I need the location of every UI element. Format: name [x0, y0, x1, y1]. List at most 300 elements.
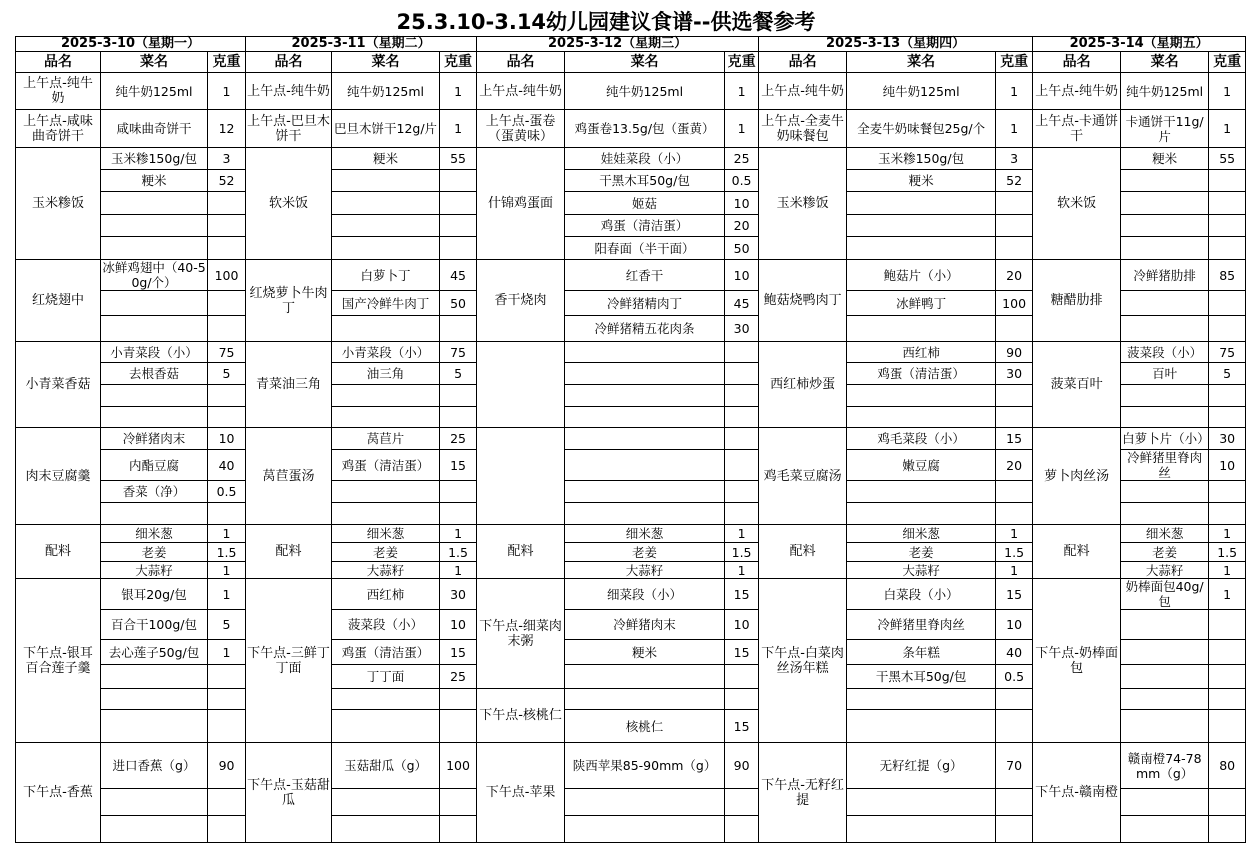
- dish-name: 红烧萝卜牛肉丁: [246, 260, 332, 342]
- gram-column-header: 克重: [996, 52, 1033, 73]
- empty-cell: [1121, 503, 1209, 525]
- empty-cell: [996, 503, 1033, 525]
- gram-value: 20: [996, 450, 1033, 481]
- gram-value: 20: [725, 215, 759, 237]
- gram-value: 1.5: [725, 543, 759, 562]
- empty-cell: [101, 237, 208, 260]
- empty-cell: [1209, 816, 1246, 843]
- ingredient-name: 阳春面（半干面）: [565, 237, 725, 260]
- table-row: [16, 428, 1246, 450]
- ingredient-name: 西红柿: [847, 342, 996, 363]
- item-column-header: 菜名: [565, 52, 725, 73]
- empty-cell: [208, 503, 246, 525]
- gram-column-header: 克重: [440, 52, 477, 73]
- empty-cell: [996, 789, 1033, 816]
- empty-cell: [208, 689, 246, 710]
- empty-cell: [996, 237, 1033, 260]
- empty-cell: [847, 503, 996, 525]
- empty-cell: [101, 316, 208, 342]
- ingredient-name: 冷鲜猪里脊肉丝: [1121, 450, 1209, 481]
- ingredient-name: 小青菜段（小）: [101, 342, 208, 363]
- gram-value: 1: [996, 562, 1033, 579]
- ingredient-name: 嫩豆腐: [847, 450, 996, 481]
- empty-cell: [101, 710, 208, 743]
- ingredient-name: 香菜（净）: [101, 481, 208, 503]
- dish-name: 下午点-银耳百合莲子羹: [16, 579, 101, 743]
- empty-cell: [332, 481, 440, 503]
- ingredient-name: 大蒜籽: [565, 562, 725, 579]
- dish-name: 下午点-香蕉: [16, 743, 101, 843]
- empty-cell: [332, 710, 440, 743]
- gram-value: 1: [440, 525, 477, 543]
- empty-cell: [847, 789, 996, 816]
- empty-cell: [332, 789, 440, 816]
- empty-cell: [847, 237, 996, 260]
- dish-name: 上午点-全麦牛奶味餐包: [759, 110, 847, 148]
- empty-cell: [208, 215, 246, 237]
- column-header-row: [16, 52, 1246, 73]
- item-column-header: 菜名: [1121, 52, 1209, 73]
- empty-cell: [565, 503, 725, 525]
- empty-cell: [440, 170, 477, 192]
- ingredient-name: 冰鲜鸡翅中（40-50g/个）: [102, 260, 206, 290]
- ingredient-name: 白萝卜片（小）: [1121, 428, 1209, 450]
- ingredient-name: 细米葱: [101, 525, 208, 543]
- ingredient-name: 玉菇甜瓜（g）: [332, 743, 440, 789]
- empty-cell: [1121, 789, 1209, 816]
- ingredient-name: 粳米: [565, 640, 725, 665]
- empty-cell: [332, 215, 440, 237]
- empty-cell: [847, 215, 996, 237]
- ingredient-name: 纯牛奶125ml: [332, 73, 440, 110]
- table-row: [16, 110, 1246, 148]
- gram-value: 100: [440, 743, 477, 789]
- dish-name: 下午点-白菜肉丝汤年糕: [759, 579, 847, 743]
- empty-dish-cell: [477, 428, 565, 525]
- ingredient-name: 丁丁面: [332, 665, 440, 689]
- day-date-header: 2025-3-12（星期三）: [477, 37, 759, 52]
- dish-name: 菠菜百叶: [1033, 342, 1121, 428]
- empty-dish-cell: [477, 342, 565, 428]
- empty-cell: [847, 481, 996, 503]
- ingredient-name: 赣南橙74-78mm（g）: [1121, 743, 1209, 789]
- ingredient-name: 菠菜段（小）: [1121, 342, 1209, 363]
- ingredient-name: 西红柿: [332, 579, 440, 610]
- gram-value: 30: [440, 579, 477, 610]
- ingredient-name: 大蒜籽: [847, 562, 996, 579]
- item-column-header: 菜名: [847, 52, 996, 73]
- gram-value: 50: [725, 237, 759, 260]
- empty-cell: [440, 789, 477, 816]
- empty-cell: [996, 385, 1033, 407]
- gram-value: 52: [996, 170, 1033, 192]
- empty-cell: [725, 363, 759, 385]
- empty-cell: [1209, 291, 1246, 316]
- ingredient-name: 巴旦木饼干12g/片: [332, 110, 440, 148]
- dish-name: 下午点-核桃仁: [477, 689, 565, 743]
- empty-cell: [725, 665, 759, 689]
- gram-value: 10: [996, 610, 1033, 640]
- ingredient-name: 去心莲子50g/包: [101, 640, 208, 665]
- gram-value: 70: [996, 743, 1033, 789]
- empty-cell: [1121, 237, 1209, 260]
- empty-cell: [440, 710, 477, 743]
- empty-cell: [208, 237, 246, 260]
- gram-value: 1: [725, 73, 759, 110]
- gram-value: 1: [440, 110, 477, 148]
- empty-cell: [847, 192, 996, 215]
- ingredient-name: 纯牛奶125ml: [565, 73, 725, 110]
- ingredient-name: 老姜: [847, 543, 996, 562]
- ingredient-name: 玉米糁150g/包: [101, 148, 208, 170]
- empty-cell: [101, 689, 208, 710]
- table-row: [16, 73, 1246, 110]
- ingredient-name: 鸡蛋（清洁蛋）: [847, 363, 996, 385]
- ingredient-name: 条年糕: [847, 640, 996, 665]
- ingredient-name: 咸味曲奇饼干: [101, 110, 208, 148]
- ingredient-name: 去根香菇: [101, 363, 208, 385]
- empty-cell: [1209, 192, 1246, 215]
- ingredient-name: 老姜: [332, 543, 440, 562]
- ingredient-name: 小青菜段（小）: [332, 342, 440, 363]
- empty-cell: [208, 789, 246, 816]
- gram-value: 10: [208, 428, 246, 450]
- ingredient-name: 纯牛奶125ml: [101, 73, 208, 110]
- item-column-header: 菜名: [101, 52, 208, 73]
- ingredient-name: 无籽红提（g）: [847, 743, 996, 789]
- ingredient-name: 大蒜籽: [101, 562, 208, 579]
- ingredient-name: 陕西苹果85-90mm（g）: [565, 743, 725, 789]
- gram-value: 30: [1209, 428, 1246, 450]
- gram-value: 45: [725, 291, 759, 316]
- empty-cell: [565, 363, 725, 385]
- gram-value: 3: [996, 148, 1033, 170]
- gram-value: 1: [1209, 579, 1246, 610]
- empty-cell: [1121, 291, 1209, 316]
- empty-cell: [440, 816, 477, 843]
- gram-value: 40: [996, 640, 1033, 665]
- ingredient-name: 菠菜段（小）: [332, 610, 440, 640]
- ingredient-name: 鸡毛菜段（小）: [847, 428, 996, 450]
- dish-name: 上午点-纯牛奶: [16, 73, 101, 110]
- empty-cell: [1121, 610, 1209, 640]
- gram-value: 10: [440, 610, 477, 640]
- gram-value: 55: [440, 148, 477, 170]
- gram-value: 15: [440, 640, 477, 665]
- dish-name: 小青菜香菇: [16, 342, 101, 428]
- gram-value: 100: [208, 260, 246, 291]
- empty-cell: [725, 342, 759, 363]
- empty-cell: [332, 689, 440, 710]
- empty-cell: [847, 316, 996, 342]
- table-row: [16, 260, 1246, 291]
- gram-value: 25: [440, 665, 477, 689]
- dish-name: 肉末豆腐羹: [16, 428, 101, 525]
- ingredient-name: 姬菇: [565, 192, 725, 215]
- empty-cell: [440, 689, 477, 710]
- empty-cell: [725, 481, 759, 503]
- ingredient-name: 老姜: [101, 543, 208, 562]
- empty-cell: [1121, 481, 1209, 503]
- empty-cell: [208, 316, 246, 342]
- gram-value: 15: [996, 579, 1033, 610]
- empty-cell: [208, 291, 246, 316]
- dish-name: 配料: [759, 525, 847, 579]
- empty-cell: [208, 816, 246, 843]
- gram-value: 1: [1209, 562, 1246, 579]
- gram-value: 85: [1209, 260, 1246, 291]
- empty-cell: [1209, 689, 1246, 710]
- gram-value: 30: [725, 316, 759, 342]
- ingredient-name: 冷鲜猪肉末: [101, 428, 208, 450]
- gram-value: 1.5: [440, 543, 477, 562]
- empty-cell: [1209, 710, 1246, 743]
- empty-cell: [565, 481, 725, 503]
- empty-cell: [101, 192, 208, 215]
- empty-cell: [101, 291, 208, 316]
- empty-cell: [1121, 689, 1209, 710]
- gram-value: 1: [1209, 73, 1246, 110]
- dish-name: 下午点-细菜肉末粥: [477, 579, 565, 689]
- dish-name: 配料: [1033, 525, 1121, 579]
- day-date-header: 2025-3-13（星期四）: [759, 37, 1033, 52]
- empty-cell: [332, 170, 440, 192]
- dish-name: 玉米糁饭: [16, 148, 101, 260]
- gram-value: 1.5: [208, 543, 246, 562]
- ingredient-name: 粳米: [101, 170, 208, 192]
- item-column-header: 菜名: [332, 52, 440, 73]
- empty-cell: [440, 237, 477, 260]
- empty-cell: [996, 816, 1033, 843]
- empty-cell: [440, 407, 477, 428]
- empty-cell: [725, 450, 759, 481]
- gram-value: 5: [440, 363, 477, 385]
- empty-cell: [1209, 316, 1246, 342]
- gram-value: 75: [440, 342, 477, 363]
- gram-value: 1: [725, 110, 759, 148]
- dish-column-header: 品名: [1033, 52, 1121, 73]
- ingredient-name: 红香干: [565, 260, 725, 291]
- ingredient-name: 鸡蛋卷13.5g/包（蛋黄）: [565, 110, 725, 148]
- empty-cell: [565, 689, 725, 710]
- page-title: 25.3.10-3.14幼儿园建议食谱--供选餐参考: [396, 10, 816, 34]
- gram-value: 1: [725, 562, 759, 579]
- dish-name: 西红柿炒蛋: [759, 342, 847, 428]
- table-row: [16, 579, 1246, 610]
- dish-name: 上午点-蛋卷（蛋黄味）: [477, 110, 565, 148]
- dish-column-header: 品名: [246, 52, 332, 73]
- gram-value: 90: [208, 743, 246, 789]
- dish-name: 下午点-玉菇甜瓜: [246, 743, 332, 843]
- empty-cell: [101, 503, 208, 525]
- dish-name: 玉米糁饭: [759, 148, 847, 260]
- empty-cell: [208, 710, 246, 743]
- gram-column-header: 克重: [208, 52, 246, 73]
- gram-value: 90: [996, 342, 1033, 363]
- empty-cell: [996, 689, 1033, 710]
- ingredient-name: 大蒜籽: [332, 562, 440, 579]
- date-header-row: [16, 37, 1246, 52]
- gram-value: 10: [1209, 450, 1246, 481]
- dish-name: 莴苣蛋汤: [246, 428, 332, 525]
- ingredient-name: 全麦牛奶味餐包25g/个: [847, 110, 996, 148]
- empty-cell: [1121, 192, 1209, 215]
- empty-cell: [101, 407, 208, 428]
- gram-value: 90: [725, 743, 759, 789]
- empty-cell: [996, 481, 1033, 503]
- empty-cell: [565, 428, 725, 450]
- empty-cell: [1209, 665, 1246, 689]
- empty-cell: [332, 385, 440, 407]
- ingredient-name: 白菜段（小）: [847, 579, 996, 610]
- empty-cell: [208, 407, 246, 428]
- empty-cell: [565, 407, 725, 428]
- gram-value: 1: [440, 73, 477, 110]
- ingredient-name: 粳米: [847, 170, 996, 192]
- gram-value: 0.5: [725, 170, 759, 192]
- ingredient-name: 国产冷鲜牛肉丁: [332, 291, 440, 316]
- dish-name: 下午点-赣南橙: [1033, 743, 1121, 843]
- empty-cell: [847, 816, 996, 843]
- ingredient-name: 冷鲜猪肋排: [1121, 260, 1209, 291]
- menu-body: [16, 37, 1246, 843]
- empty-cell: [101, 215, 208, 237]
- gram-value: 1: [725, 525, 759, 543]
- dish-name: 青菜油三角: [246, 342, 332, 428]
- empty-cell: [101, 665, 208, 689]
- dish-name: 糖醋肋排: [1033, 260, 1121, 342]
- empty-cell: [996, 192, 1033, 215]
- ingredient-name: 大蒜籽: [1121, 562, 1209, 579]
- gram-value: 1: [1209, 110, 1246, 148]
- empty-cell: [332, 816, 440, 843]
- gram-value: 55: [1209, 148, 1246, 170]
- empty-cell: [208, 385, 246, 407]
- gram-value: 15: [725, 579, 759, 610]
- ingredient-name: 细米葱: [565, 525, 725, 543]
- dish-name: 下午点-无籽红提: [759, 743, 847, 843]
- empty-cell: [1209, 610, 1246, 640]
- ingredient-name: 细米葱: [1121, 525, 1209, 543]
- empty-cell: [1121, 170, 1209, 192]
- empty-cell: [725, 407, 759, 428]
- ingredient-name: 百叶: [1121, 363, 1209, 385]
- empty-cell: [725, 789, 759, 816]
- empty-cell: [1121, 385, 1209, 407]
- table-row: [16, 743, 1246, 789]
- gram-value: 1: [208, 73, 246, 110]
- empty-cell: [565, 450, 725, 481]
- ingredient-name: 粳米: [1121, 148, 1209, 170]
- empty-cell: [101, 385, 208, 407]
- empty-cell: [847, 407, 996, 428]
- empty-cell: [565, 816, 725, 843]
- empty-cell: [847, 689, 996, 710]
- ingredient-name: 细菜段（小）: [565, 579, 725, 610]
- gram-value: 12: [208, 110, 246, 148]
- gram-value: 1.5: [996, 543, 1033, 562]
- dish-column-header: 品名: [759, 52, 847, 73]
- dish-name: 什锦鸡蛋面: [477, 148, 565, 260]
- empty-cell: [1209, 503, 1246, 525]
- gram-value: 0.5: [208, 481, 246, 503]
- ingredient-name: 娃娃菜段（小）: [565, 148, 725, 170]
- dish-name: 软米饭: [246, 148, 332, 260]
- dish-name: 上午点-纯牛奶: [1033, 73, 1121, 110]
- gram-value: 75: [1209, 342, 1246, 363]
- ingredient-name: 纯牛奶125ml: [847, 73, 996, 110]
- gram-value: 80: [1209, 743, 1246, 789]
- table-row: [16, 148, 1246, 170]
- dish-name: 鸡毛菜豆腐汤: [759, 428, 847, 525]
- empty-cell: [440, 316, 477, 342]
- gram-value: 1: [1209, 525, 1246, 543]
- dish-name: 下午点-苹果: [477, 743, 565, 843]
- ingredient-name: 内酯豆腐: [101, 450, 208, 481]
- empty-cell: [440, 503, 477, 525]
- gram-value: 5: [208, 363, 246, 385]
- empty-cell: [440, 481, 477, 503]
- empty-cell: [847, 710, 996, 743]
- empty-cell: [208, 192, 246, 215]
- gram-column-header: 克重: [1209, 52, 1246, 73]
- gram-value: 1: [996, 73, 1033, 110]
- dish-name: 萝卜肉丝汤: [1033, 428, 1121, 525]
- empty-cell: [725, 503, 759, 525]
- dish-name: 鲍菇烧鸭肉丁: [759, 260, 847, 342]
- ingredient-name: 纯牛奶125ml: [1121, 73, 1209, 110]
- dish-name: 上午点-纯牛奶: [477, 73, 565, 110]
- gram-value: 50: [440, 291, 477, 316]
- gram-value: 15: [996, 428, 1033, 450]
- gram-value: 15: [725, 710, 759, 743]
- gram-value: 25: [725, 148, 759, 170]
- ingredient-name: 鸡蛋（清洁蛋）: [565, 215, 725, 237]
- empty-cell: [101, 816, 208, 843]
- dish-name: 红烧翅中: [16, 260, 101, 342]
- empty-cell: [725, 428, 759, 450]
- empty-cell: [1209, 640, 1246, 665]
- day-date-header: 2025-3-10（星期一）: [16, 37, 246, 52]
- empty-cell: [1209, 385, 1246, 407]
- gram-value: 1: [440, 562, 477, 579]
- ingredient-name: 粳米: [332, 148, 440, 170]
- gram-value: 1: [208, 562, 246, 579]
- dish-name: 上午点-纯牛奶: [759, 73, 847, 110]
- empty-cell: [440, 215, 477, 237]
- gram-value: 1.5: [1209, 543, 1246, 562]
- dish-name: 上午点-咸味曲奇饼干: [16, 110, 101, 148]
- menu-table: [15, 36, 1246, 843]
- empty-cell: [1121, 816, 1209, 843]
- ingredient-name: 老姜: [565, 543, 725, 562]
- empty-cell: [847, 385, 996, 407]
- gram-value: 0.5: [996, 665, 1033, 689]
- dish-name: 下午点-奶棒面包: [1033, 579, 1121, 743]
- empty-cell: [332, 192, 440, 215]
- gram-value: 1: [208, 640, 246, 665]
- ingredient-name: 干黑木耳50g/包: [847, 665, 996, 689]
- ingredient-name: 细米葱: [847, 525, 996, 543]
- ingredient-name: 冰鲜鸭丁: [847, 291, 996, 316]
- empty-cell: [725, 689, 759, 710]
- empty-cell: [565, 665, 725, 689]
- gram-value: 5: [1209, 363, 1246, 385]
- empty-cell: [440, 192, 477, 215]
- gram-value: 20: [996, 260, 1033, 291]
- empty-cell: [1209, 789, 1246, 816]
- dish-column-header: 品名: [16, 52, 101, 73]
